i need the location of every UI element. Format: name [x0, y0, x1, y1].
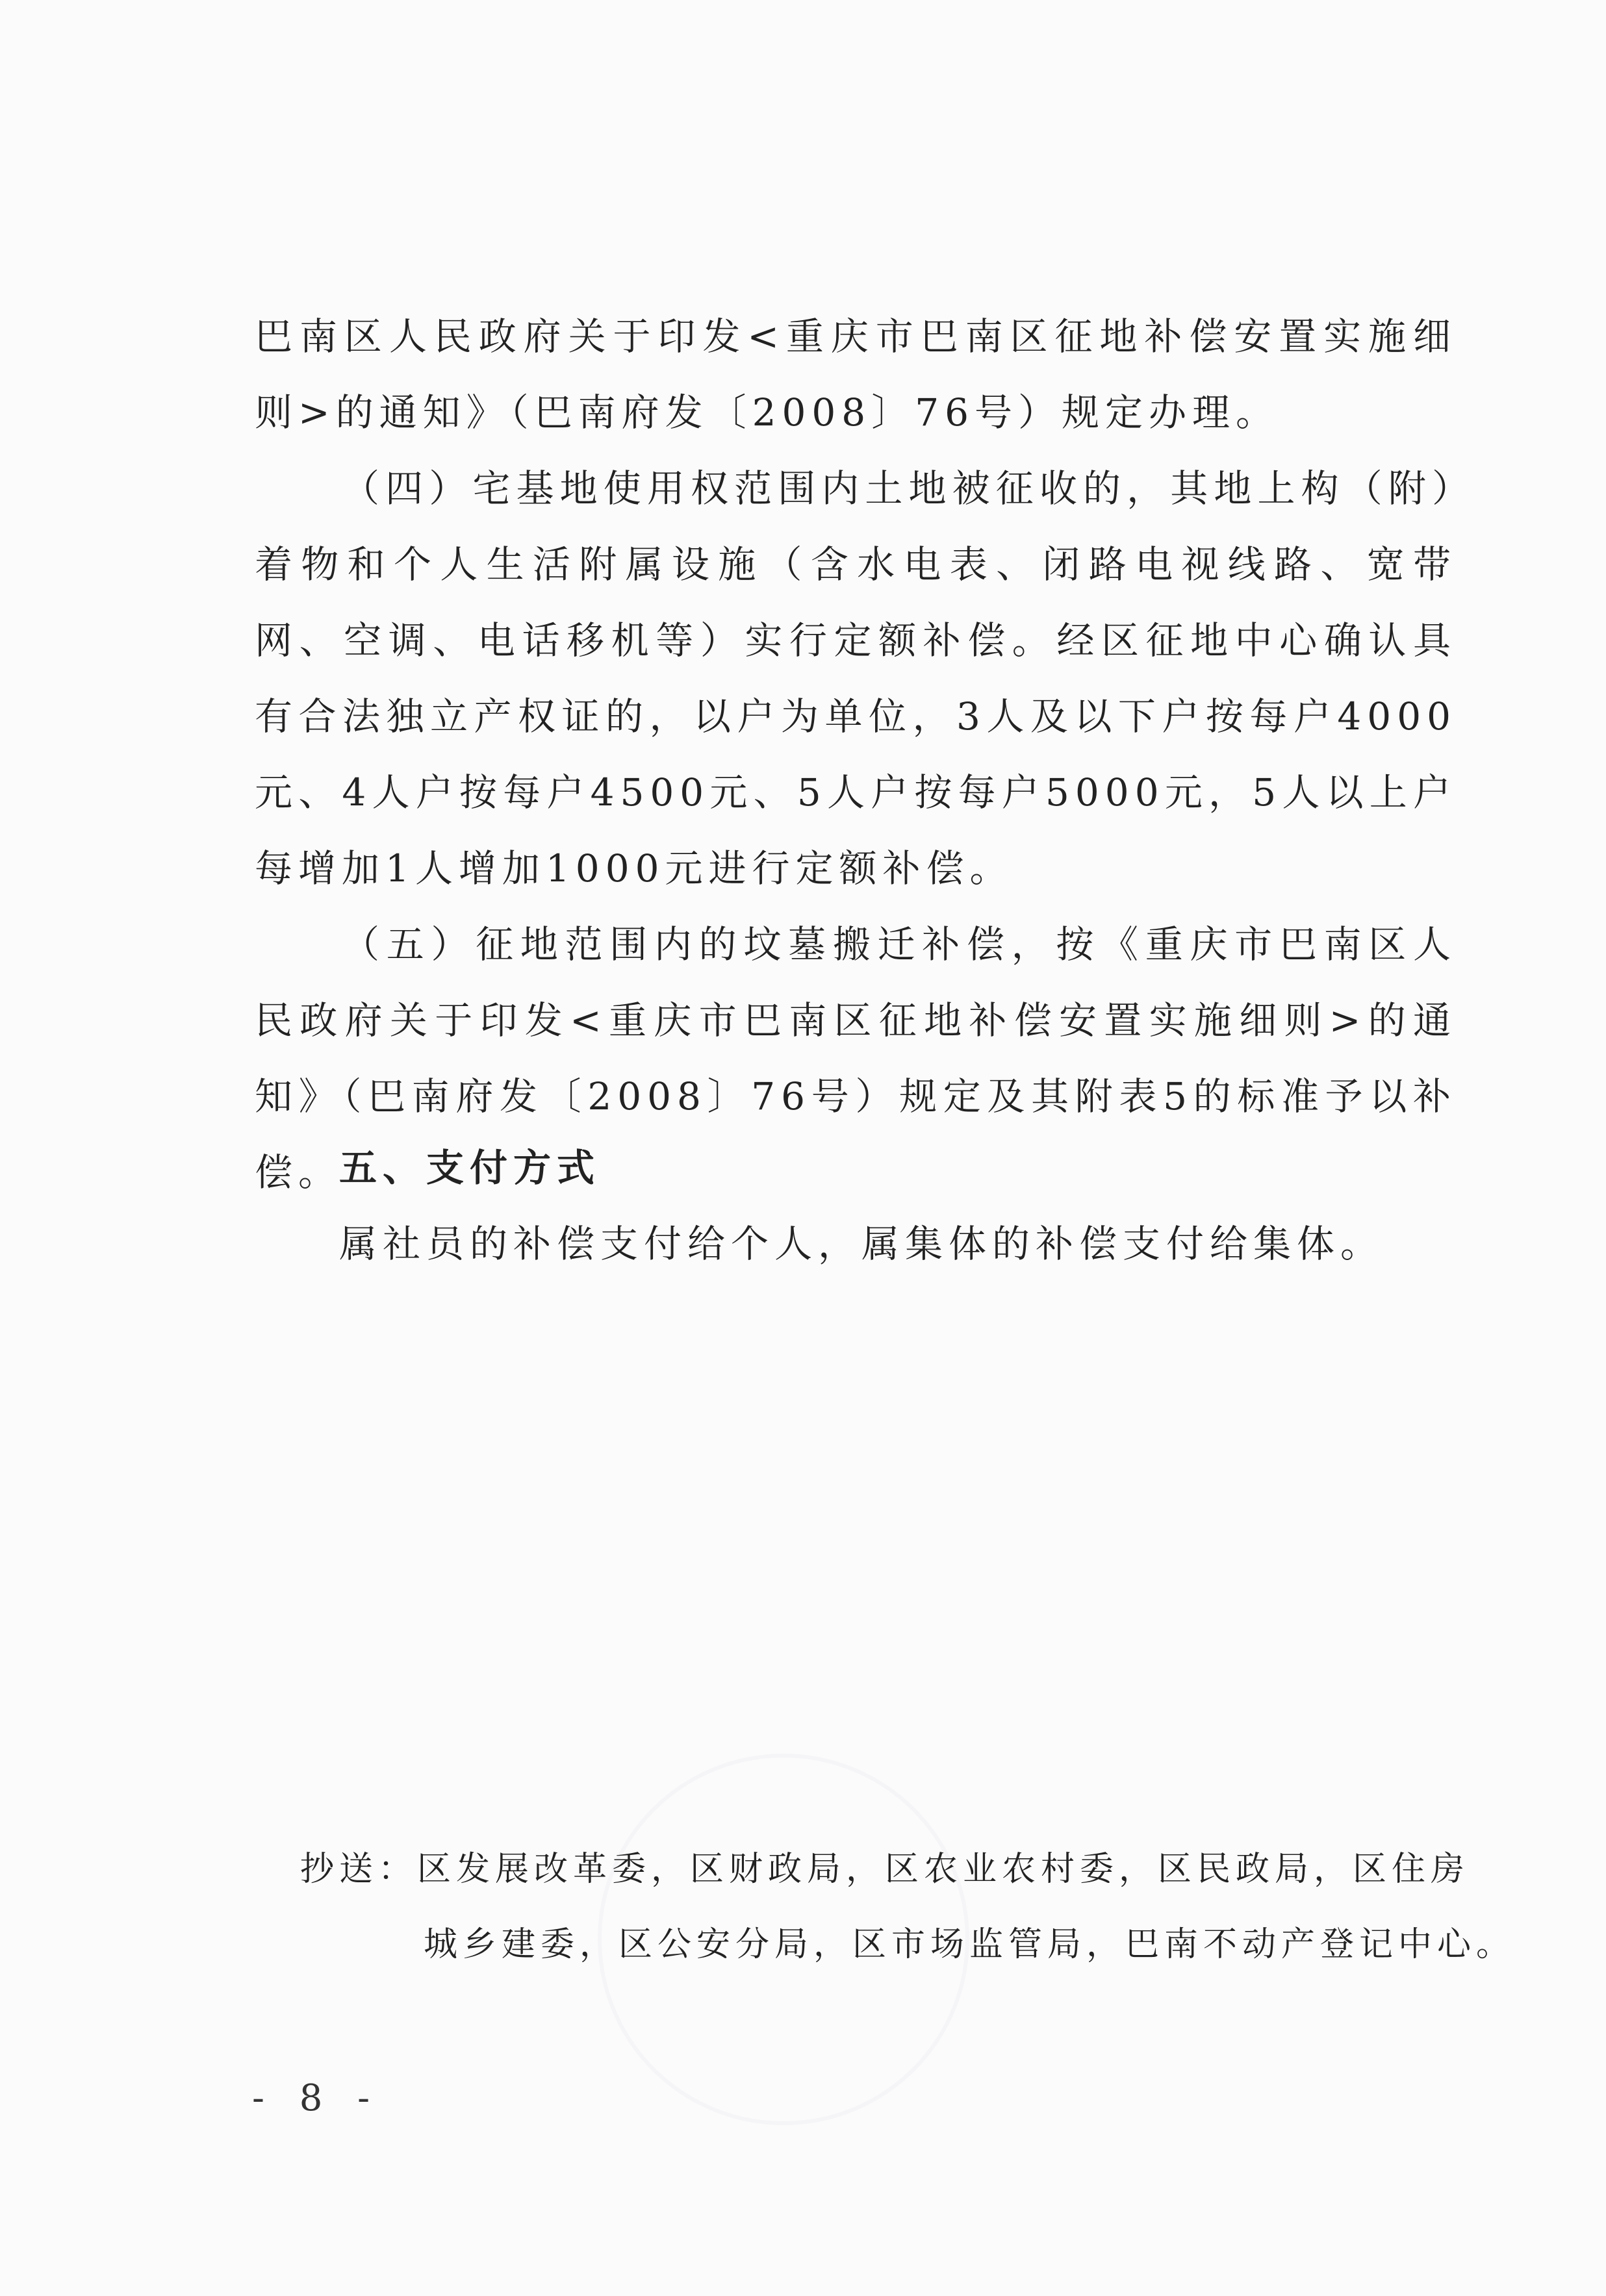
page-number: - 8 -	[252, 2077, 382, 2119]
cc-distribution-list	[300, 1832, 1516, 1982]
paragraph-grave-relocation: （五）征地范围内的坟墓搬迁补偿，按《重庆市巴南区人民政府关于印发<重庆市巴南区征地补偿安置实施细则>的通知》（巴南府发〔2008〕76号）规定及其附表5的标准予以补偿。	[255, 922, 1457, 1194]
paragraph-homestead-compensation: （四）宅基地使用权范围内土地被征收的，其地上构（附）着物和个人生活附属设施（含水电表、闭路电视线路、宽带网、空调、电话移机等）实行定额补偿。经区征地中心确认具有合法独立产权证的，以户为单位，3人及以下户按每户4000元、4人户按每户4500元、5人户按每户5000元，5人以上户每增加1人增加1000元进行定额补偿。	[255, 466, 1457, 890]
body-text	[255, 299, 1457, 1211]
section-heading-payment: 五、支付方式	[339, 1146, 601, 1190]
cc-line-1: 抄送：区发展改革委，区财政局，区农业农村委，区民政局，区住房	[300, 1850, 1470, 1889]
cc-line-2: 城乡建委，区公安分局，区市场监管局，巴南不动产登记中心。	[424, 1925, 1516, 1964]
paragraph-continuation: 巴南区人民政府关于印发<重庆市巴南区征地补偿安置实施细则>的通知》（巴南府发〔2008〕76号）规定办理。	[255, 314, 1457, 435]
paragraph-payment-method: 属社员的补偿支付给个人，属集体的补偿支付给集体。	[339, 1222, 1384, 1266]
